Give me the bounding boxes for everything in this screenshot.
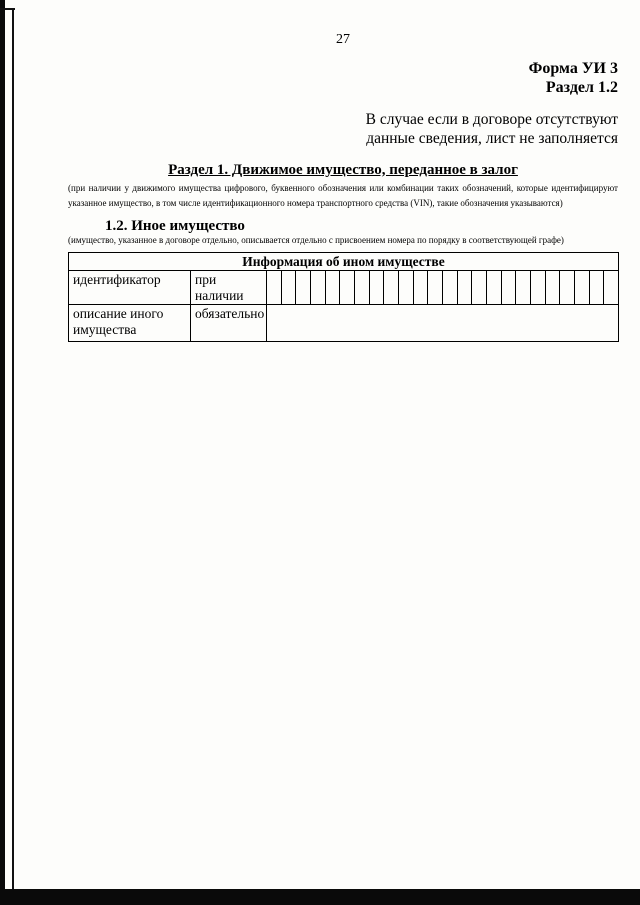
identifier-char-cells [267,271,618,304]
section12-subtitle: (имущество, указанное в договоре отдельно, описывается отдельно с присвоением номера по порядку в соответствующей графе) [68,235,564,246]
identifier-value-cell [267,271,619,305]
char-cell [339,271,354,304]
char-cell [457,271,472,304]
other-property-table [68,252,619,343]
identifier-requirement: при наличии [191,271,267,305]
table-row-identifier [69,271,619,305]
char-cell [515,271,530,304]
char-cell [369,271,384,304]
description-value-cell [267,305,619,342]
char-cell [486,271,501,304]
section12-title: 1.2. Иное имущество [105,218,245,235]
table-row-description [69,305,619,342]
table-header: Информация об ином имуществе [69,252,619,271]
char-cell [413,271,428,304]
conditional-note-line1: В случае если в договоре отсутствуют [365,110,618,128]
table-header-row [69,252,619,271]
identifier-label: идентификатор [69,271,191,305]
char-cell [442,271,457,304]
char-cell [501,271,516,304]
scan-artifact-bottom-bar [0,889,640,905]
page-content [68,0,618,342]
section1-title: Раздел 1. Движимое имущество, переданное в залог [168,161,518,178]
char-cell [545,271,560,304]
char-cell [398,271,413,304]
form-header [68,60,618,98]
conditional-note [68,111,618,149]
char-cell [603,271,618,304]
char-cell [295,271,310,304]
scan-artifact-left-strip [0,0,5,905]
char-cell [574,271,589,304]
conditional-note-line2: данные сведения, лист не заполняется [366,129,618,147]
char-cell [325,271,340,304]
char-cell [310,271,325,304]
char-cell [427,271,442,304]
char-cell [471,271,486,304]
section-ref-label: Раздел 1.2 [545,78,618,96]
char-cell [589,271,604,304]
description-requirement: обязательно [191,305,267,342]
scan-artifact-left-line [12,8,14,894]
char-cell [267,271,281,304]
char-cell [530,271,545,304]
char-cell [281,271,296,304]
section1-subtitle: (при наличии у движимого имущества цифрового, буквенного обозначения или комбинации таких обозначений, которые идентифицируют указанное имущество, в том числе идентификационного номера транспортного средства (VIN), такие обозначения указываются) [68,182,618,208]
page-number: 27 [336,32,350,47]
char-cell [354,271,369,304]
char-cell [383,271,398,304]
char-cell [559,271,574,304]
form-label: Форма УИ 3 [528,60,618,77]
description-label: описание иного имущества [69,305,191,342]
